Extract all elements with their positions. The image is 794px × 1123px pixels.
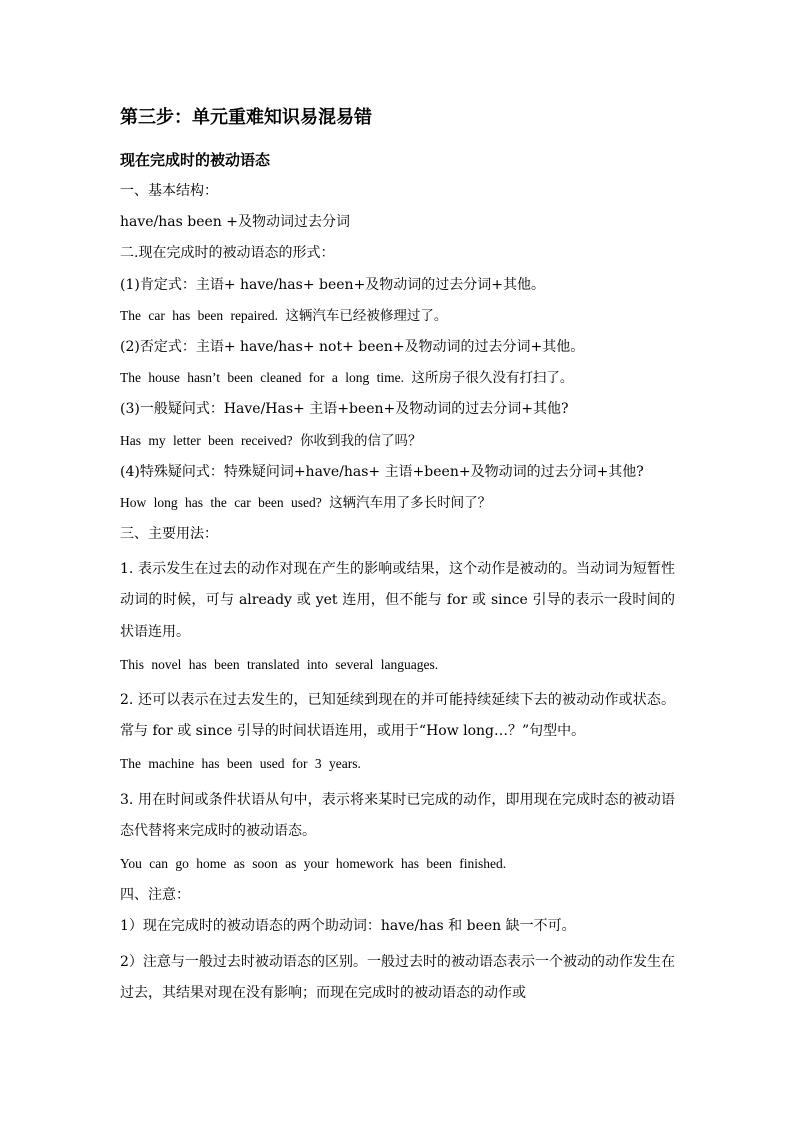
usage-3: 3. 用在时间或条件状语从句中，表示将来某时已完成的动作，即用现在完成时态的被动语态代替将来完成时的被动语态。 <box>120 791 675 839</box>
section-subtitle: 现在完成时的被动语态 <box>120 151 271 169</box>
form-affirmative: (1)肯定式：主语+ have/has+ been+及物动词的过去分词+其他。 <box>120 276 546 293</box>
example-special-question: How long has the car been used? 这辆汽车用了多长时间了？ <box>120 494 492 510</box>
example-usage-1: This novel has been translated into several languages. <box>120 656 439 672</box>
example-usage-3: You can go home as soon as your homework has been finished. <box>120 856 507 872</box>
example-negative: The house hasn’t been cleaned for a long time. 这所房子很久没有打扫了。 <box>120 370 574 386</box>
usage-2: 2. 还可以表示在过去发生的，已知延续到现在的并可能持续延续下去的被动动作或状态。常与 for 或 since 引导的时间状语连用，或用于“How long…？”句型中。 <box>120 692 675 740</box>
example-general-question: Has my letter been received? 你收到我的信了吗？ <box>120 432 422 448</box>
form-general-question: (3)一般疑问式：Have/Has+ 主语+been+及物动词的过去分词+其他? <box>120 401 569 418</box>
form-negative: (2)否定式：主语+ have/has+ not+ been+及物动词的过去分词+其他。 <box>120 338 585 355</box>
form-special-question: (4)特殊疑问式：特殊疑问词+have/has+ 主语+been+及物动词的过去分词+其他? <box>120 463 644 480</box>
heading-basic-structure: 一、基本结构： <box>120 183 218 199</box>
note-2: 2）注意与一般过去时被动语态的区别。一般过去时的被动语态表示一个被动的动作发生在过去，其结果对现在没有影响；而现在完成时的被动语态的动作或 <box>120 953 675 1001</box>
formula-line: have/has been +及物动词过去分词 <box>120 214 351 231</box>
heading-main-usage: 三、主要用法： <box>120 526 218 543</box>
usage-1: 1. 表示发生在过去的动作对现在产生的影响或结果，这个动作是被动的。当动词为短暂性动词的时候，可与 already 或 yet 连用，但不能与 for 或 since 引导的表示一段时间的状语连用。 <box>120 561 675 640</box>
heading-notes: 四、注意： <box>120 887 190 904</box>
page-title: 第三步：单元重难知识易混易错 <box>120 107 372 128</box>
heading-forms: 二.现在完成时的被动语态的形式： <box>120 245 335 262</box>
document-page <box>120 105 675 1009</box>
example-usage-2: The machine has been used for 3 years. <box>120 756 361 772</box>
example-affirmative: The car has been repaired. 这辆汽车已经被修理过了。 <box>120 307 448 323</box>
note-1: 1）现在完成时的被动语态的两个助动词：have/has 和 been 缺一不可。 <box>120 918 576 935</box>
